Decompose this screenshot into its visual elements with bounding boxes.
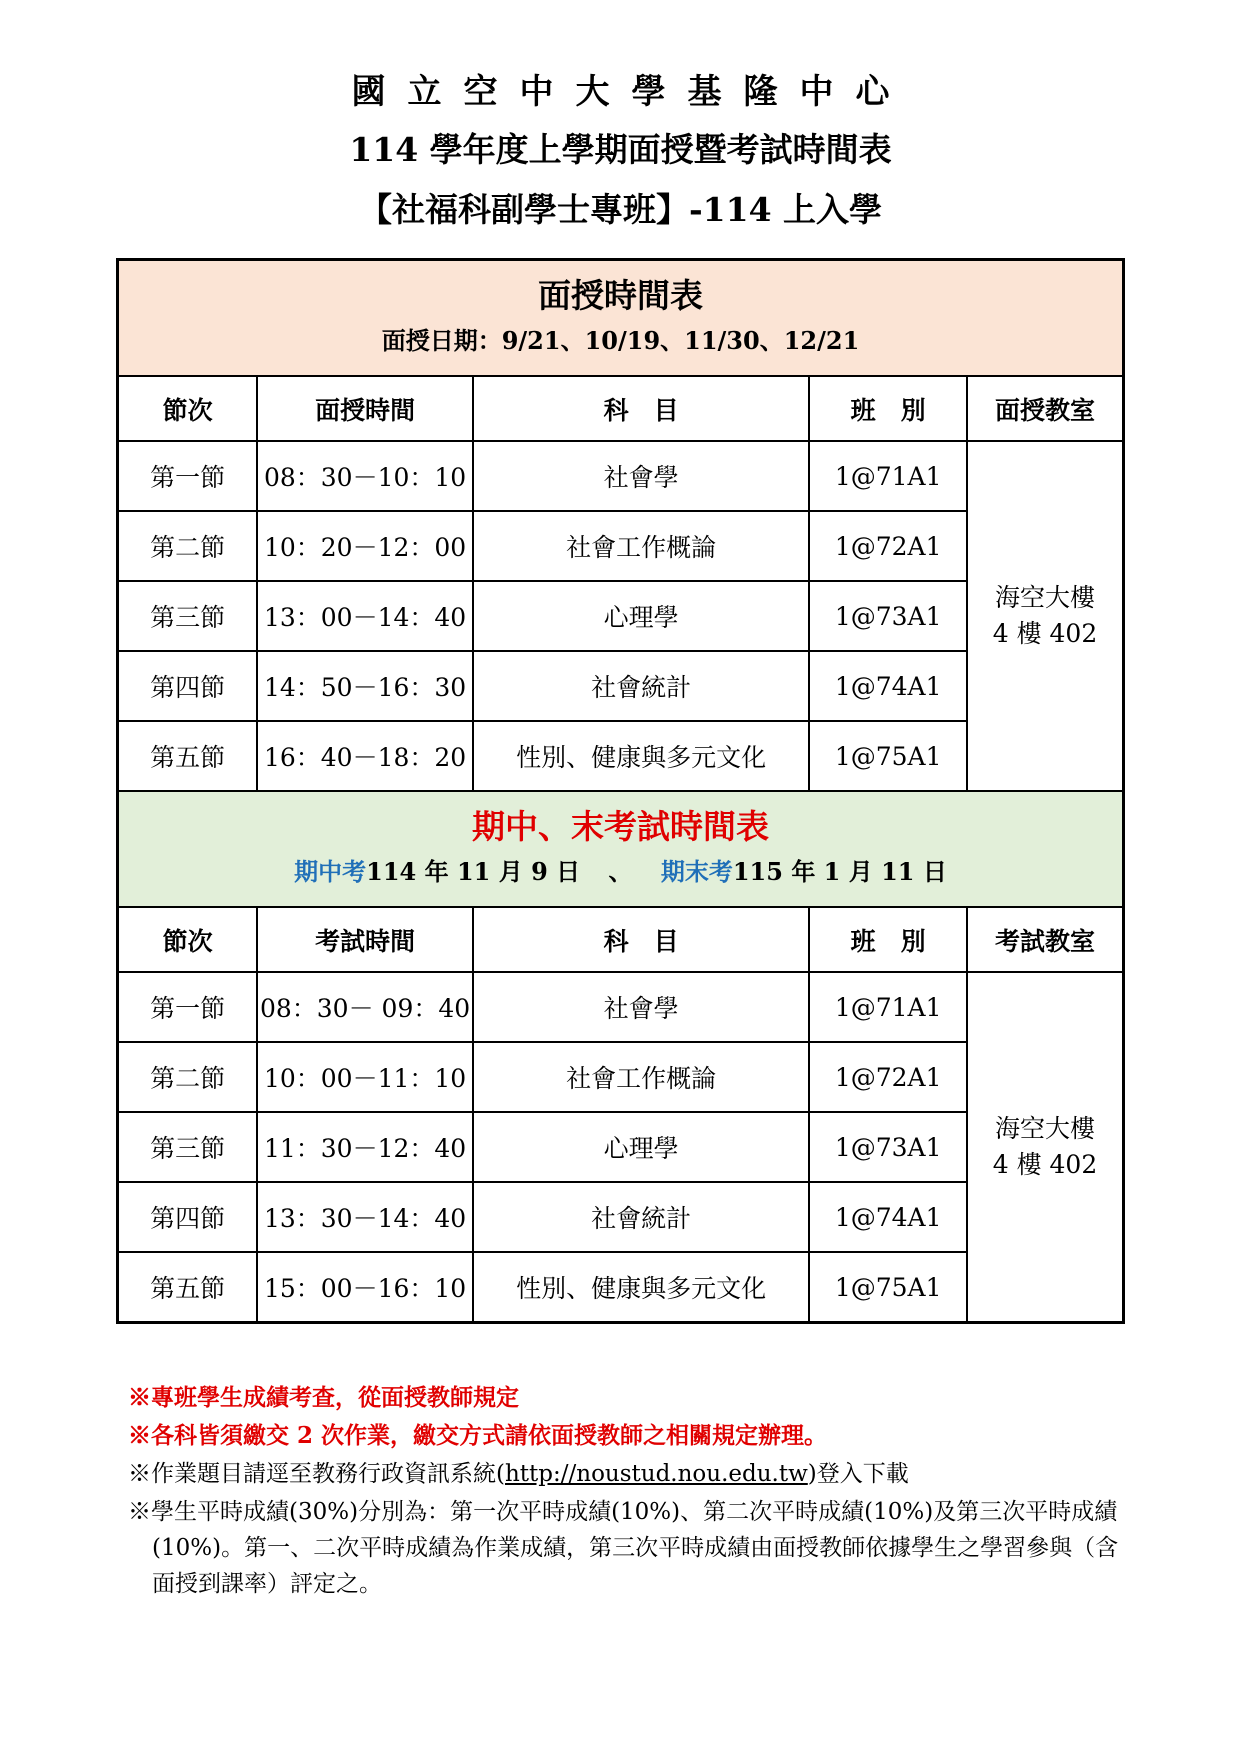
header-class: 班 別: [809, 376, 967, 441]
exam-section-title: 期中、末考試時間表: [472, 807, 769, 846]
time-cell: 13：00－14：40: [257, 581, 473, 651]
final-date: 115 年 1 月 11 日: [732, 857, 947, 886]
system-link[interactable]: http://noustud.nou.edu.tw: [504, 1461, 808, 1487]
subject-cell: 心理學: [473, 581, 809, 651]
exam-dates: [119, 852, 1122, 906]
face-header-row: [118, 376, 1124, 441]
period-cell: 第二節: [118, 1042, 258, 1112]
subject-cell: 社會學: [473, 441, 809, 511]
notes-section: [128, 1380, 1128, 1604]
header-room: 面授教室: [967, 376, 1124, 441]
document-header: [0, 64, 1241, 240]
period-cell: 第一節: [118, 972, 258, 1042]
class-cell: 1@71A1: [809, 441, 967, 511]
header-period: 節次: [118, 907, 258, 972]
period-cell: 第一節: [118, 441, 258, 511]
subject-cell: 社會學: [473, 972, 809, 1042]
midterm-date: 114 年 11 月 9 日: [366, 857, 581, 886]
class-cell: 1@75A1: [809, 1252, 967, 1323]
face-band-row: [118, 260, 1124, 377]
face-room-cell: [967, 441, 1124, 791]
period-cell: 第四節: [118, 1182, 258, 1252]
period-cell: 第二節: [118, 511, 258, 581]
center-name-title: 國立空中大學基隆中心: [351, 72, 912, 112]
midterm-label: 期中考: [294, 857, 367, 886]
note-download-prefix: ※作業題目請逕至教務行政資訊系統(: [128, 1461, 505, 1487]
header-subject: 科 目: [473, 376, 809, 441]
header-time: 面授時間: [257, 376, 473, 441]
room-number: 4 樓 402: [992, 1150, 1098, 1179]
subject-cell: 性別、健康與多元文化: [473, 721, 809, 791]
exam-band: [118, 791, 1124, 907]
header-room: 考試教室: [967, 907, 1124, 972]
class-cell: 1@75A1: [809, 721, 967, 791]
subject-cell: 心理學: [473, 1112, 809, 1182]
exam-band-row: [118, 791, 1124, 907]
note-assignments: ※各科皆須繳交 2 次作業，繳交方式請依面授教師之相關規定辦理。: [128, 1422, 828, 1449]
header-subject: 科 目: [473, 907, 809, 972]
class-cell: 1@72A1: [809, 1042, 967, 1112]
subject-cell: 社會工作概論: [473, 511, 809, 581]
time-cell: 13：30－14：40: [257, 1182, 473, 1252]
period-cell: 第三節: [118, 581, 258, 651]
room-building: 海空大樓: [994, 1114, 1095, 1143]
class-cell: 1@71A1: [809, 972, 967, 1042]
program-title: 【社福科副學士專班】-114 上入學: [358, 190, 883, 229]
final-label: 期末考: [660, 857, 733, 886]
schedule-title: 114 學年度上學期面授暨考試時間表: [349, 130, 892, 169]
class-cell: 1@74A1: [809, 1182, 967, 1252]
subject-cell: 社會統計: [473, 1182, 809, 1252]
class-cell: 1@73A1: [809, 581, 967, 651]
exam-header-row: [118, 907, 1124, 972]
face-dates: 面授日期：9/21、10/19、11/30、12/21: [381, 326, 860, 355]
period-cell: 第五節: [118, 721, 258, 791]
face-section-title: 面授時間表: [538, 276, 703, 315]
time-cell: 14：50－16：30: [257, 651, 473, 721]
time-cell: 10：00－11：10: [257, 1042, 473, 1112]
face-band: [118, 260, 1124, 377]
time-cell: 10：20－12：00: [257, 511, 473, 581]
class-cell: 1@73A1: [809, 1112, 967, 1182]
time-cell: 08：30－10：10: [257, 441, 473, 511]
exam-date-separator: 、: [608, 857, 633, 886]
time-cell: 15：00－16：10: [257, 1252, 473, 1323]
note-download-suffix: )登入下載: [807, 1461, 909, 1487]
table-row: [118, 441, 1124, 511]
period-cell: 第五節: [118, 1252, 258, 1323]
header-time: 考試時間: [257, 907, 473, 972]
period-cell: 第四節: [118, 651, 258, 721]
header-period: 節次: [118, 376, 258, 441]
subject-cell: 性別、健康與多元文化: [473, 1252, 809, 1323]
time-cell: 16：40－18：20: [257, 721, 473, 791]
subject-cell: 社會統計: [473, 651, 809, 721]
time-cell: 08：30－ 09：40: [257, 972, 473, 1042]
time-cell: 11：30－12：40: [257, 1112, 473, 1182]
header-class: 班 別: [809, 907, 967, 972]
class-cell: 1@72A1: [809, 511, 967, 581]
note-scores: ※學生平時成績(30%)分別為：第一次平時成績(10%)、第二次平時成績(10%)及第三次平時成績(10%)。第一、二次平時成績為作業成績，第三次平時成績由面授教師依據學生之學習參與（含面授到課率）評定之。: [128, 1499, 1119, 1597]
exam-room-cell: [967, 972, 1124, 1323]
room-number: 4 樓 402: [992, 619, 1098, 648]
room-building: 海空大樓: [994, 583, 1095, 612]
period-cell: 第三節: [118, 1112, 258, 1182]
note-download: [128, 1456, 1128, 1492]
subject-cell: 社會工作概論: [473, 1042, 809, 1112]
note-grading: ※專班學生成績考查，從面授教師規定: [128, 1384, 519, 1411]
class-cell: 1@74A1: [809, 651, 967, 721]
table-row: [118, 972, 1124, 1042]
schedule-table: [116, 258, 1125, 1324]
